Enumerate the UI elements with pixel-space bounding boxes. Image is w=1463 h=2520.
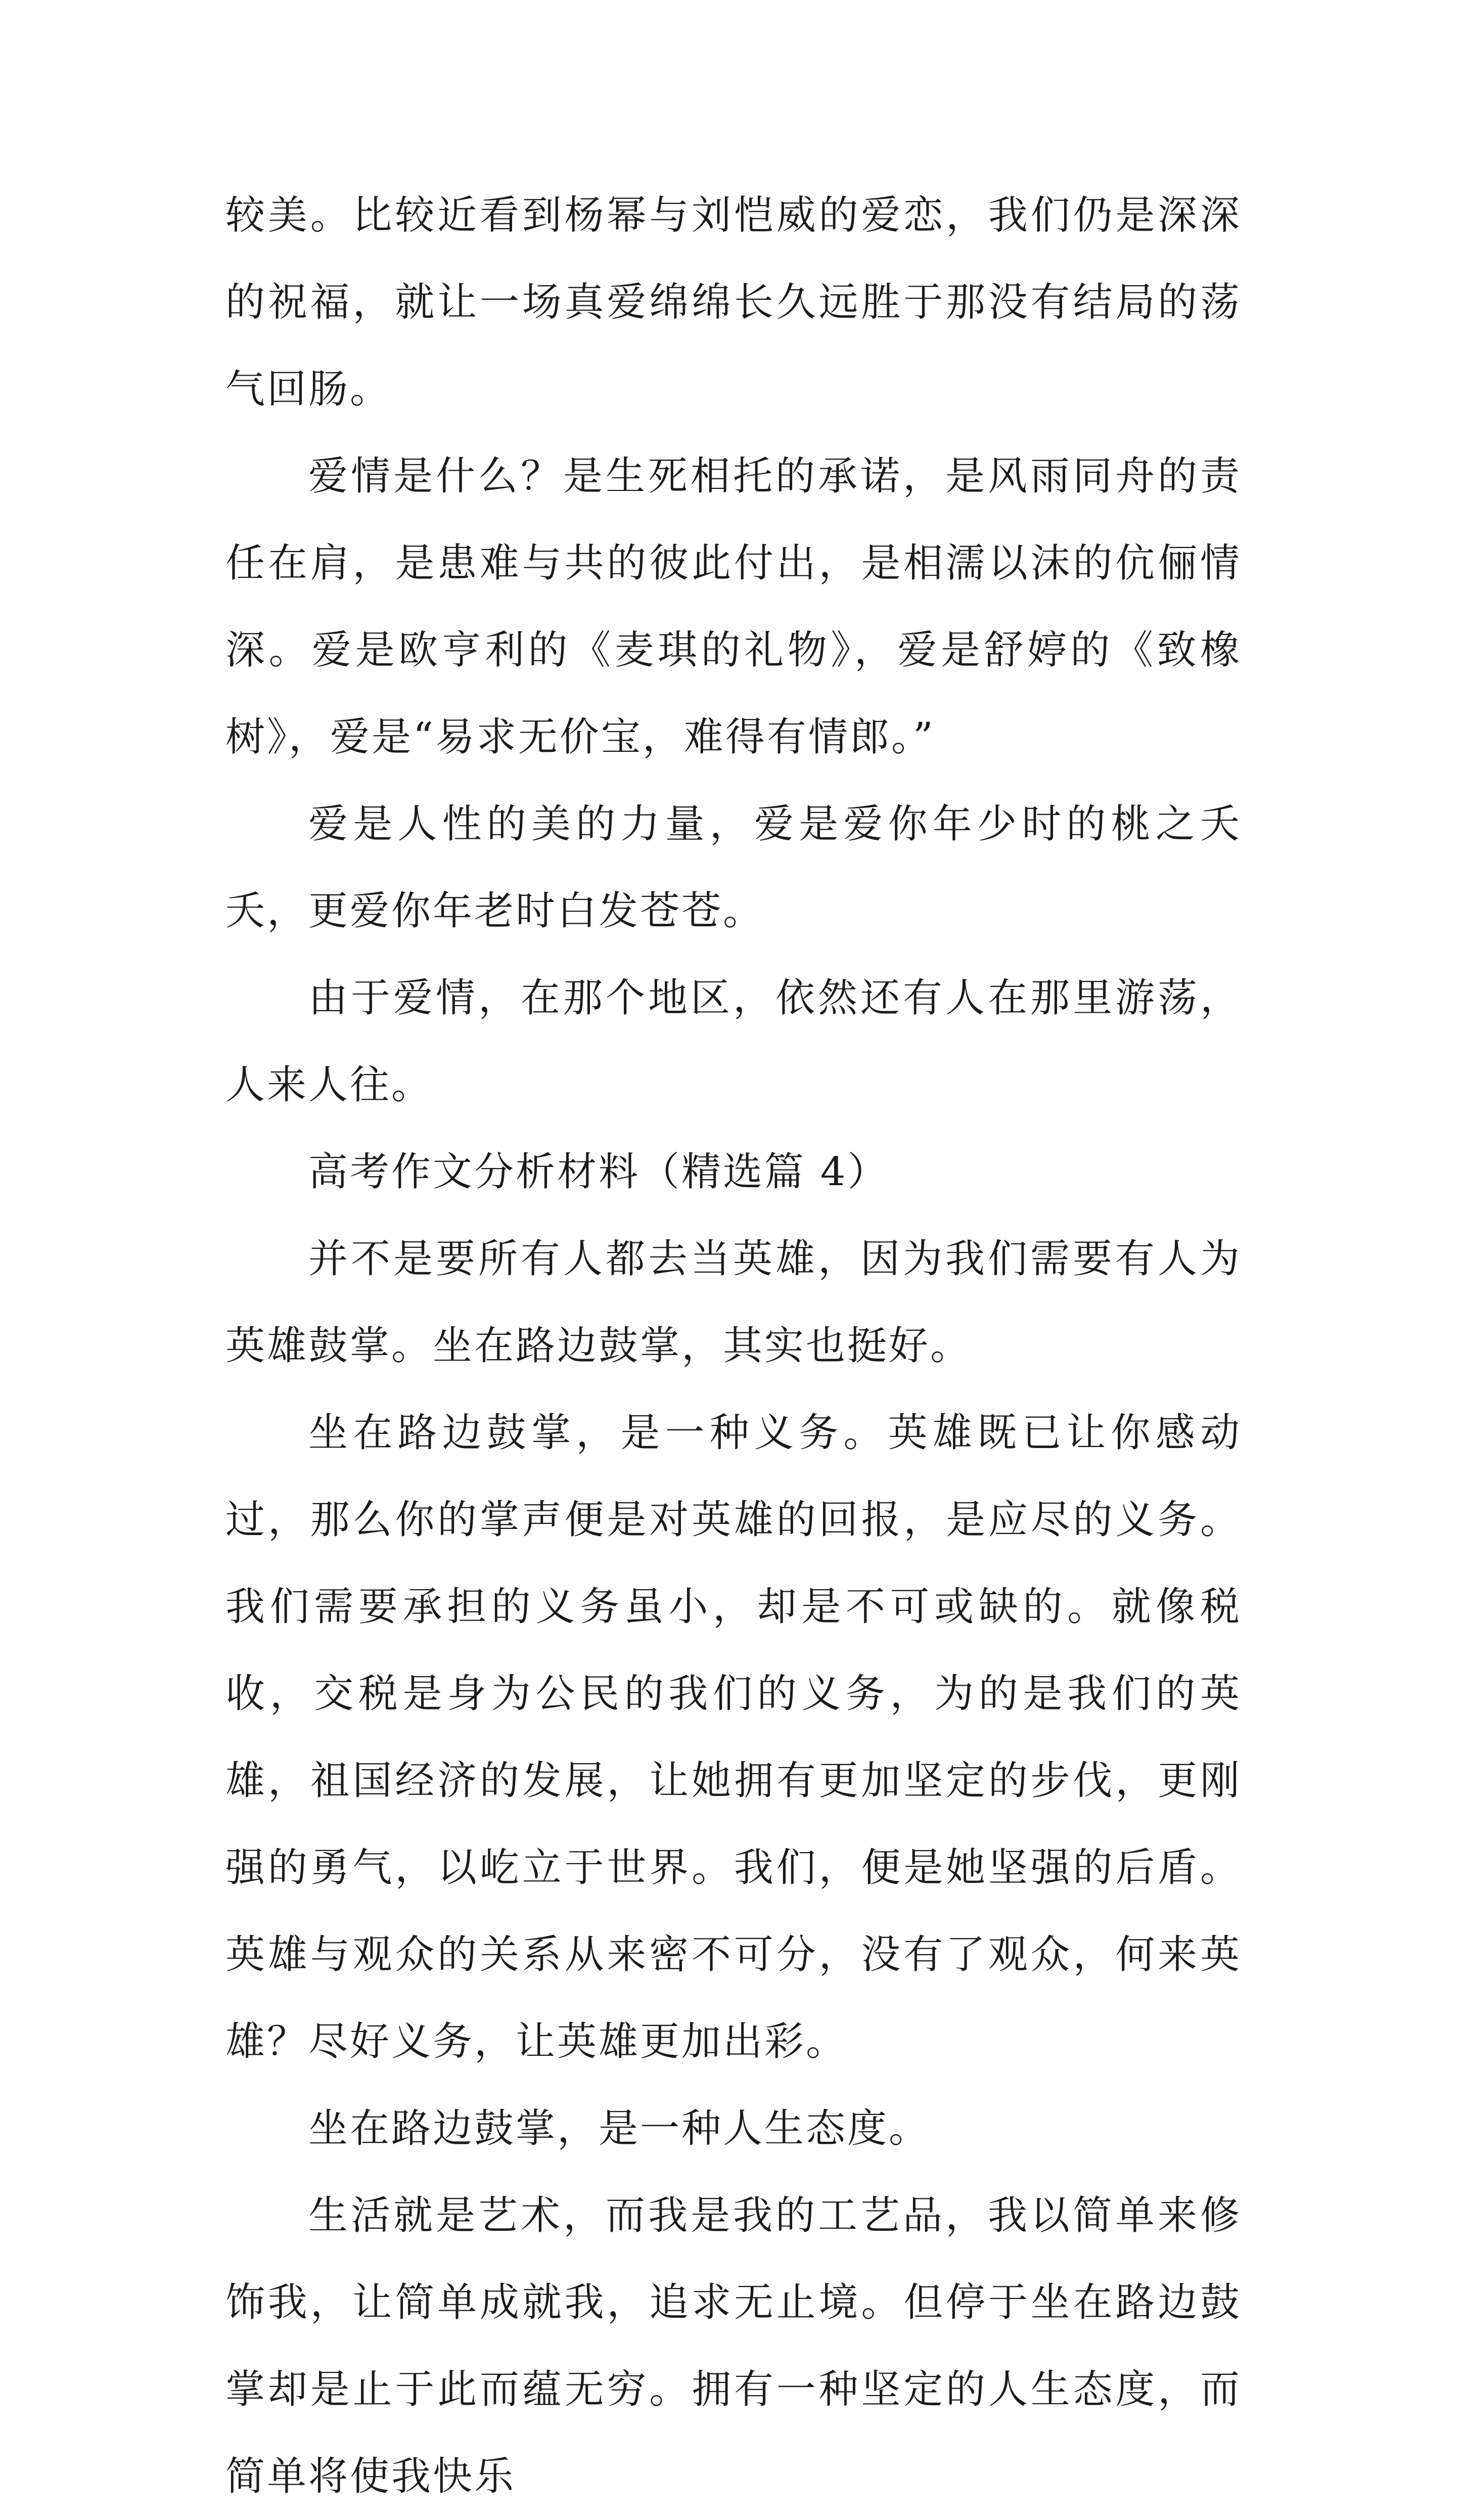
paragraph: 生活就是艺术，而我是我的工艺品，我以简单来修饰我，让简单成就我，追求无止境。但停于坐在路边鼓掌却是止于此而蕴无穷。拥有一种坚定的人生态度，而简单将使我快乐 xyxy=(225,2193,1242,2499)
paragraph: 并不是要所有人都去当英雄，因为我们需要有人为英雄鼓掌。坐在路边鼓掌，其实也挺好。 xyxy=(225,1236,1242,1369)
paragraph: 爱是人性的美的力量，爱是爱你年少时的桃之夭夭，更爱你年老时白发苍苍。 xyxy=(225,801,1242,934)
paragraph: 由于爱情，在那个地区，依然还有人在那里游荡，人来人往。 xyxy=(225,975,1242,1108)
paragraph: 坐在路边鼓掌，是一种义务。英雄既已让你感动过，那么你的掌声便是对英雄的回报，是应尽的义务。我们需要承担的义务虽小，却是不可或缺的。就像税收，交税是身为公民的我们的义务，为的是我们的英雄，祖国经济的发展，让她拥有更加坚定的步伐，更刚强的勇气，以屹立于世界。我们，便是她坚强的后盾。英雄与观众的关系从来密不可分，没有了观众，何来英雄？尽好义务，让英雄更加出彩。 xyxy=(225,1410,1242,2064)
paragraph: 爱情是什么？是生死相托的承诺，是风雨同舟的责任在肩，是患难与共的彼此付出，是相濡以沫的伉俪情深。爱是欧亨利的《麦琪的礼物》，爱是舒婷的《致橡树》，爱是“易求无价宝，难得有情郎。” xyxy=(225,454,1242,760)
paragraph-continued: 较美。比较近看到杨幂与刘恺威的爱恋，我们仍是深深的祝福，就让一场真爱绵绵长久远胜于那没有结局的荡气回肠。 xyxy=(225,193,1242,412)
document-body xyxy=(225,172,1242,2520)
section-heading: 高考作文分析材料（精选篇 4） xyxy=(308,1149,889,1195)
paragraph: 坐在路边鼓掌，是一种人生态度。 xyxy=(308,2106,931,2151)
